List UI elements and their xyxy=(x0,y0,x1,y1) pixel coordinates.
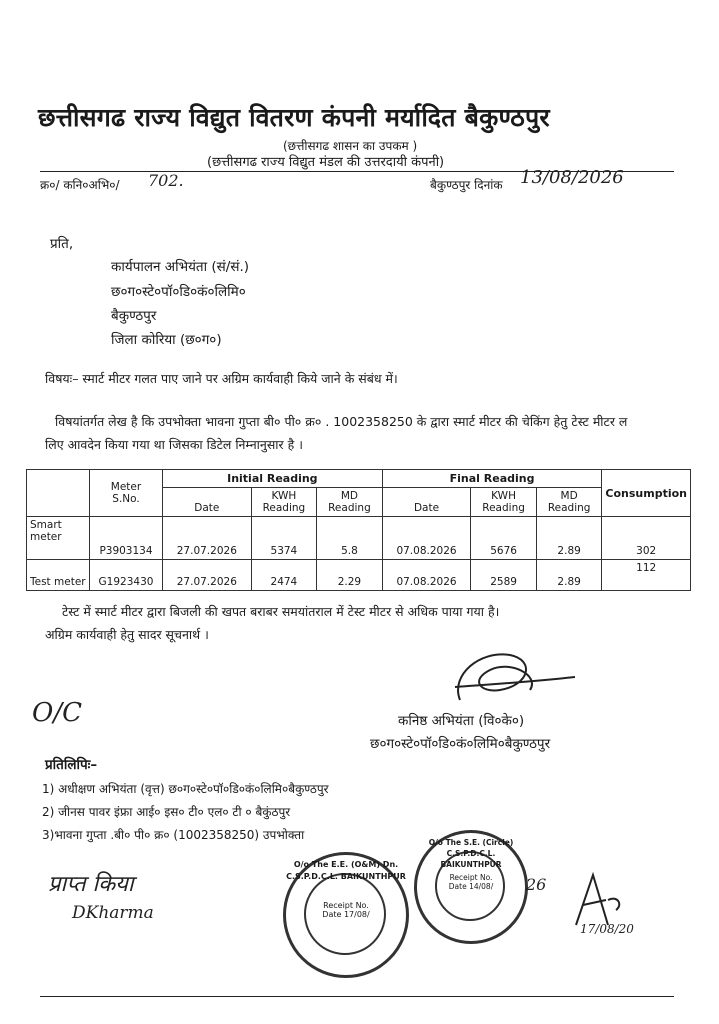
row-meter-name: Smart meter xyxy=(27,517,90,560)
stamp-date-extra: 26 xyxy=(526,875,547,894)
office-stamp-ee xyxy=(283,852,409,978)
header-reading: Reading xyxy=(328,502,371,514)
receiver-signature: DKharma xyxy=(72,903,154,923)
table-row xyxy=(27,517,691,560)
row-final-date: 07.08.2026 xyxy=(382,560,471,591)
header-final-reading: Final Reading xyxy=(382,470,602,488)
header-reading: Reading xyxy=(262,502,306,514)
copy-item: 2) जीनस पावर इंफ्रा आई० इस० टी० एल० टी ० बैकुंठपुर xyxy=(42,805,291,819)
row-meter-sno: P3903134 xyxy=(90,517,163,560)
oc-handwritten-note: O/C xyxy=(32,698,82,728)
handwritten-date: 17/08/20 xyxy=(580,922,634,936)
stamp-ee-text: O/o The E.E. (O&M) Dn. C.S.P.D.C.L. BAIKUNTHPUR xyxy=(286,860,406,881)
header-date: Date xyxy=(163,488,252,517)
address-line: जिला कोरिया (छ०ग०) xyxy=(111,332,222,348)
row-consumption: 302 xyxy=(602,517,691,560)
table-row xyxy=(27,560,691,591)
header-md-reading xyxy=(317,488,383,517)
conclusion-line-1: टेस्ट में स्मार्ट मीटर द्वारा बिजली की खपत बराबर समयांतराल में टेस्ट मीटर से अधिक पाया गया है। xyxy=(62,604,500,619)
company-title: छत्तीसगढ राज्य विद्युत वितरण कंपनी मर्यादित बैकुण्ठपुर xyxy=(38,103,550,132)
readings-table xyxy=(26,469,691,591)
conclusion-line-2: अग्रिम कार्यवाही हेतु सादर सूचनार्थ । xyxy=(45,627,209,642)
row-initial-date: 27.07.2026 xyxy=(163,517,252,560)
row-initial-kwh: 2474 xyxy=(251,560,317,591)
row-final-md: 2.89 xyxy=(536,560,602,591)
copies-heading: प्रतिलिपिः– xyxy=(45,757,98,773)
ref-date-label: बैकुण्ठपुर दिनांक xyxy=(430,178,503,192)
row-final-kwh: 2589 xyxy=(471,560,537,591)
header-md: MD xyxy=(340,490,358,502)
header-sno-label: S.No. xyxy=(112,493,140,505)
body-line-1: विषयांतर्गत लेख है कि उपभोक्ता भावना गुप्ता बी० पी० क्र० . 1002358250 के द्वारा स्मार्ट मीटर की चेकिंग हेतु टेस्ट मीटर ल xyxy=(55,414,628,429)
row-initial-md: 5.8 xyxy=(317,517,383,560)
header-kwh: KWH xyxy=(271,490,297,502)
ref-date-value: 13/08/2026 xyxy=(520,167,624,188)
stamp-se-text: O/o The S.E. (Circle) C.S.P.D.C.L. BAIKUNTHPUR xyxy=(428,838,514,869)
header-kwh: KWH xyxy=(491,490,516,502)
address-line: बैकुण्ठपुर xyxy=(111,308,157,324)
subject-line: विषयः– स्मार्ट मीटर गलत पाए जाने पर अग्रिम कार्यवाही किये जाने के संबंध में। xyxy=(45,371,398,386)
initials-graphic xyxy=(568,870,628,930)
company-subtitle: (छत्तीसगढ शासन का उपकम ) xyxy=(283,139,418,153)
row-initial-kwh: 5374 xyxy=(251,517,317,560)
address-prati: प्रति, xyxy=(50,236,74,252)
row-final-md: 2.89 xyxy=(536,517,602,560)
row-meter-name: Test meter xyxy=(27,560,90,591)
header-kwh-reading xyxy=(251,488,317,517)
header-reading: Reading xyxy=(482,502,525,514)
office-stamp-se xyxy=(414,830,528,944)
received-handwritten: प्राप्त किया xyxy=(48,872,134,897)
copy-item: 3)भावना गुप्ता .बी० पी० क्र० (1002358250) उपभोक्ता xyxy=(42,828,305,842)
ref-number-label: क्र०/ कनि०अभि०/ xyxy=(40,178,120,192)
signatory-title: कनिष्ठ अभियंता (वि०के०) xyxy=(398,713,525,729)
copy-item: 1) अधीक्षण अभियंता (वृत्त) छ०ग०स्टे०पॉ०डि०कं०लिमि०बैकुण्ठपुर xyxy=(42,782,329,796)
header-consumption: Consumption xyxy=(602,470,691,517)
company-subtitle-2: (छत्तीसगढ राज्य विद्युत मंडल की उत्तरदायी कंपनी) xyxy=(207,155,445,170)
header-md-reading xyxy=(536,488,602,517)
row-final-date: 07.08.2026 xyxy=(382,517,471,560)
header-reading: Reading xyxy=(547,502,591,514)
row-meter-sno: G1923430 xyxy=(90,560,163,591)
row-initial-md: 2.29 xyxy=(317,560,383,591)
stamp-se-inner-text: Receipt No. Date 14/08/ xyxy=(448,873,494,891)
header-kwh-reading xyxy=(471,488,537,517)
footer-divider xyxy=(40,996,674,997)
signature-graphic xyxy=(440,645,580,715)
table-header-meter-name xyxy=(27,470,90,517)
signatory-org: छ०ग०स्टे०पॉ०डि०कं०लिमि०बैकुण्ठपुर xyxy=(370,736,551,752)
address-line: कार्यपालन अभियंता (सं/सं.) xyxy=(111,259,250,275)
header-md: MD xyxy=(560,490,578,502)
row-consumption: 112 xyxy=(602,560,691,591)
body-line-2: लिए आवदेन किया गया था जिसका डिटेल निम्नानुसार है । xyxy=(45,437,303,452)
header-date: Date xyxy=(382,488,471,517)
header-meter-label: Meter xyxy=(110,481,142,493)
row-final-kwh: 5676 xyxy=(471,517,537,560)
address-line: छ०ग०स्टे०पॉ०डि०कं०लिमि० xyxy=(111,284,246,300)
ref-number-value: 702. xyxy=(148,171,184,190)
table-header-meter-sno xyxy=(90,470,163,517)
header-initial-reading: Initial Reading xyxy=(163,470,383,488)
stamp-ee-inner-text: Receipt No. Date 17/08/ xyxy=(322,901,370,919)
table-header-row xyxy=(27,470,691,488)
row-initial-date: 27.07.2026 xyxy=(163,560,252,591)
